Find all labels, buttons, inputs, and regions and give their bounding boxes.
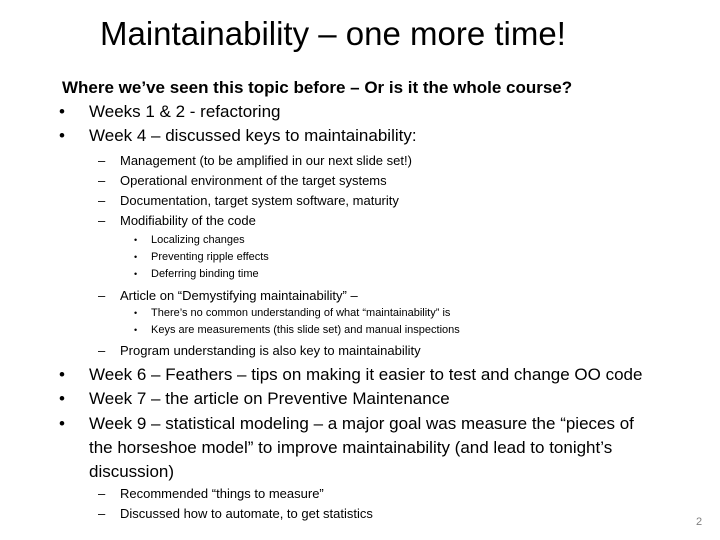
bullet-weeks-1-2 xyxy=(59,101,281,123)
dash-text: Program understanding is also key to maintainability xyxy=(120,343,421,358)
dash-marker: – xyxy=(98,213,106,228)
sub-bullet-item xyxy=(134,306,451,320)
bullet-text: Weeks 1 & 2 - refactoring xyxy=(89,102,281,121)
bullet-marker: • xyxy=(59,126,65,145)
sub-bullet-text: There’s no common understanding of what “maintainability” is xyxy=(151,307,451,319)
bullet-week-6 xyxy=(59,363,643,386)
dash-marker: – xyxy=(98,173,106,188)
dash-text: Documentation, target system software, maturity xyxy=(120,193,399,208)
slide-title: Maintainability – one more time! xyxy=(100,15,566,52)
bullet-week-9-cont: discussion) xyxy=(89,462,175,481)
bullet-marker: • xyxy=(59,365,65,384)
dash-item xyxy=(98,152,412,169)
sub-bullet-marker: • xyxy=(134,325,138,335)
dash-text: Management (to be amplified in our next slide set!) xyxy=(120,153,412,168)
sub-bullet-marker: • xyxy=(134,235,138,245)
sub-bullet-text: Preventing ripple effects xyxy=(151,251,269,263)
dash-text: Recommended “things to measure” xyxy=(120,486,324,501)
dash-item xyxy=(98,192,399,209)
dash-text: Article on “Demystifying maintainability” – xyxy=(120,288,358,303)
sub-bullet-marker: • xyxy=(134,252,138,262)
bullet-marker: • xyxy=(59,389,65,408)
bullet-text: Week 7 – the article on Preventive Maintenance xyxy=(89,389,450,408)
dash-text: Modifiability of the code xyxy=(120,213,256,228)
dash-item xyxy=(98,505,373,522)
dash-item xyxy=(98,485,324,502)
bullet-week-7 xyxy=(59,387,450,410)
sub-bullet-item xyxy=(134,267,259,281)
intro-line: Where we’ve seen this topic before – Or is it the whole course? xyxy=(62,78,573,97)
dash-item xyxy=(98,172,387,189)
bullet-week-9 xyxy=(59,412,634,435)
sub-bullet-text: Localizing changes xyxy=(151,234,245,246)
bullet-marker: • xyxy=(59,102,65,121)
sub-bullet-item xyxy=(134,323,460,337)
sub-bullet-marker: • xyxy=(134,269,138,279)
dash-text: Operational environment of the target systems xyxy=(120,173,387,188)
bullet-marker: • xyxy=(59,414,65,433)
bullet-week-4 xyxy=(59,125,417,147)
dash-marker: – xyxy=(98,486,106,501)
bullet-text: Week 4 – discussed keys to maintainability: xyxy=(89,126,417,145)
bullet-text: Week 9 – statistical modeling – a major goal was measure the “pieces of xyxy=(89,414,634,433)
dash-marker: – xyxy=(98,343,106,358)
dash-item xyxy=(98,212,256,229)
sub-bullet-item xyxy=(134,233,245,247)
page-number: 2 xyxy=(696,516,703,528)
dash-marker: – xyxy=(98,506,106,521)
bullet-week-9-cont: the horseshoe model” to improve maintainability (and lead to tonight’s xyxy=(89,438,613,457)
dash-marker: – xyxy=(98,193,106,208)
sub-bullet-text: Keys are measurements (this slide set) and manual inspections xyxy=(151,324,460,336)
dash-text: Discussed how to automate, to get statistics xyxy=(120,506,373,521)
dash-marker: – xyxy=(98,288,106,303)
dash-item-article xyxy=(98,287,358,304)
bullet-text: Week 6 – Feathers – tips on making it easier to test and change OO code xyxy=(89,365,643,384)
sub-bullet-item xyxy=(134,250,269,264)
sub-bullet-marker: • xyxy=(134,308,138,318)
sub-bullet-text: Deferring binding time xyxy=(151,268,259,280)
dash-marker: – xyxy=(98,153,106,168)
dash-item-program xyxy=(98,342,421,359)
